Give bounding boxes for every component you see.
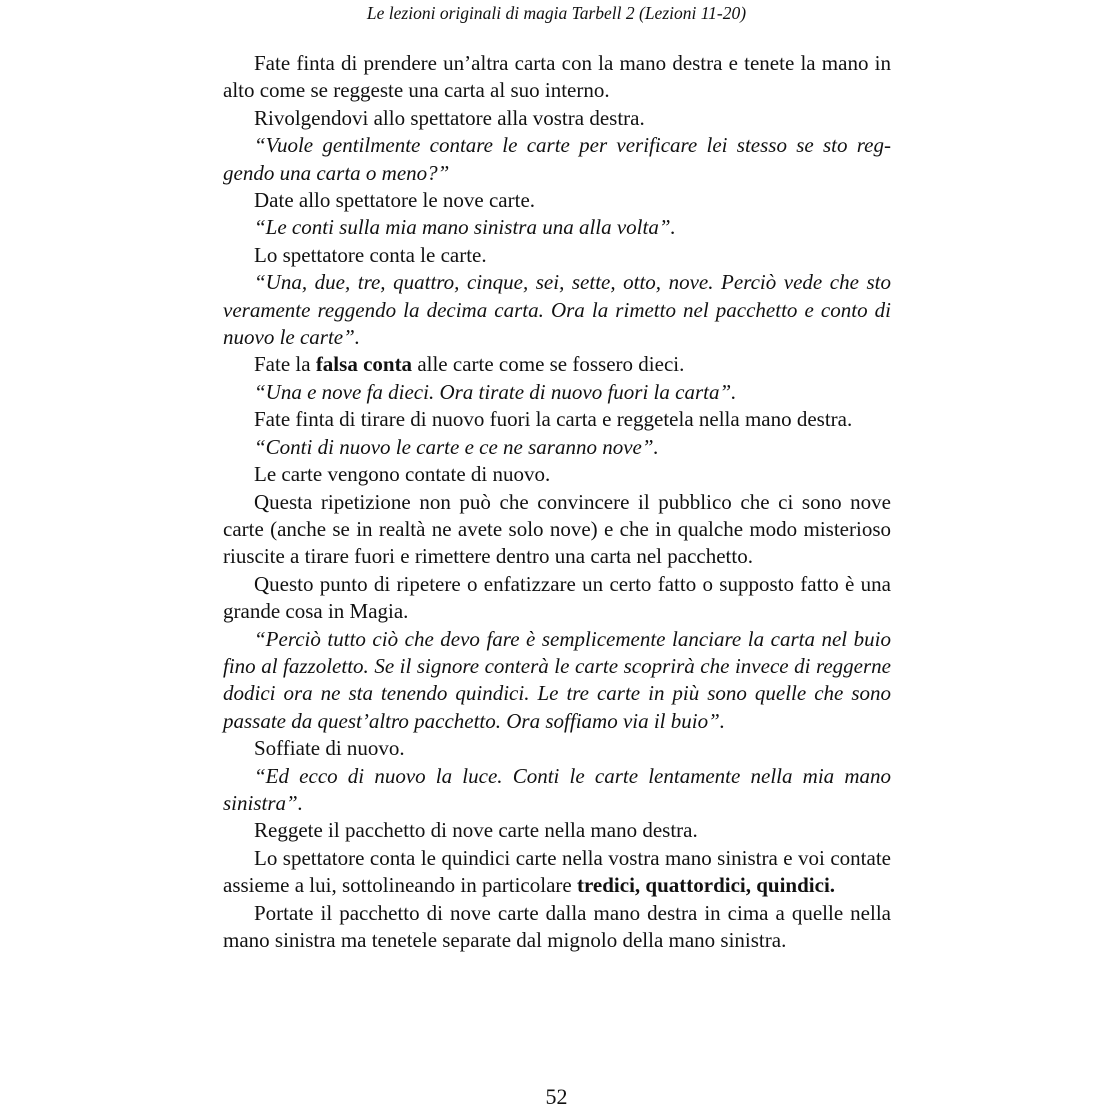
dialogue-paragraph: “Le conti sulla mia mano sinistra una alla volta”. <box>254 215 676 240</box>
running-header: Le lezioni originali di magia Tarbell 2 (Lezioni 11-20) <box>366 3 747 23</box>
paragraph-text: Fate la <box>254 352 316 377</box>
paragraph: Fate finta di prendere un’altra carta con la mano destra e tenete la mano in alto come se reggeste una carta al suo interno. <box>223 51 891 103</box>
paragraph: Portate il pacchetto di nove carte dalla mano destra in cima a quelle nella mano sinistra ma tenetele separate dal mignolo della mano sinistra. <box>223 900 891 952</box>
paragraph: Date allo spettatore le nove carte. <box>254 188 536 213</box>
paragraph: Fate finta di tirare di nuovo fuori la carta e reggetela nella mano destra. <box>254 407 853 432</box>
bold-term-falsa-conta: falsa conta <box>315 352 413 377</box>
paragraph: Lo spettatore conta le carte. <box>254 242 487 267</box>
dialogue-paragraph: “Conti di nuovo le carte e ce ne saranno nove”. <box>254 434 659 459</box>
paragraph: Questa ripetizione non può che convincere il pubblico che ci sono nove carte (anche se in realtà ne avete solo nove) e che in qualche modo misterioso riuscite a tirare fuori e rimettere dentro una carta nel pacchetto. <box>223 489 891 569</box>
paragraph: Questo punto di ripetere o enfatizzare un certo fatto o supposto fatto è una grande cosa in Magia. <box>223 571 891 624</box>
page-number: 52 <box>545 1084 568 1109</box>
paragraph-text: alle carte come se fossero dieci. <box>412 352 685 377</box>
paragraph <box>223 845 891 900</box>
dialogue-paragraph: “Perciò tutto ciò che devo fare è semplicemente lanciare la carta nel buio fino al fazzoletto. Se il signore conterà le carte scoprirà che invece di reggerne dodici ora ne sta tenendo quindici. Le tre carte in più sono quelle che sono passate da quest’altro pacchetto. Ora soffiamo via il buio”. <box>223 626 891 733</box>
paragraph: Le carte vengono contate di nuovo. <box>254 462 551 487</box>
dialogue-paragraph: “Vuole gentilmente contare le carte per verificare lei stesso se sto reggendo una carta o meno?” <box>223 133 891 185</box>
paragraph-text: Lo spettatore conta le quindici carte nella vostra mano sinistra e voi contate assieme a lui, sottolineando in particolare <box>223 845 891 898</box>
paragraph: Soffiate di nuovo. <box>254 736 405 761</box>
paragraph: Reggete il pacchetto di nove carte nella mano destra. <box>254 818 698 843</box>
bold-term-count: tredici, quattordici, quindici. <box>576 873 836 898</box>
dialogue-paragraph: “Una e nove fa dieci. Ora tirate di nuovo fuori la carta”. <box>254 379 737 404</box>
dialogue-paragraph: “Ed ecco di nuovo la luce. Conti le carte lentamente nella mia mano sinistra”. <box>223 763 891 815</box>
paragraph <box>223 351 891 378</box>
dialogue-paragraph: “Una, due, tre, quattro, cinque, sei, sette, otto, nove. Perciò vede che sto veramente reggendo la decima carta. Ora la rimetto nel pacchetto e conto di nuovo le carte”. <box>223 270 891 350</box>
paragraph: Rivolgendovi allo spettatore alla vostra destra. <box>254 105 645 130</box>
body-text <box>223 50 891 954</box>
